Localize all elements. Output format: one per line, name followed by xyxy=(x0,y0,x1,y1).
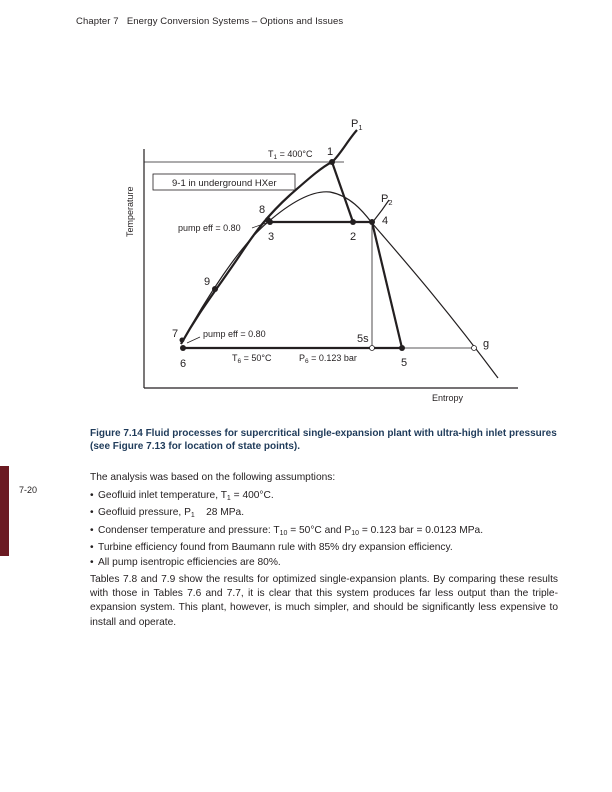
assumptions-list xyxy=(90,489,570,570)
x-axis-label: Entropy xyxy=(432,393,464,403)
figure-caption: Figure 7.14 Fluid processes for supercritical single-expansion plant with ultra-high inlet pressures (see Figure 7.13 for location of state points). xyxy=(90,428,557,452)
state-point-g xyxy=(472,346,477,351)
pump-eff-lower-label: pump eff = 0.80 xyxy=(203,329,266,339)
state-label-6: 6 xyxy=(180,358,187,370)
state-point-2 xyxy=(350,219,356,225)
state-label-7: 7 xyxy=(172,328,179,340)
state-point-4 xyxy=(369,219,375,225)
state-label-3: 3 xyxy=(268,231,275,243)
state-label-9: 9 xyxy=(204,276,211,288)
saturation-dome xyxy=(181,192,498,378)
state-label-5: 5 xyxy=(401,357,408,369)
state-point-8 xyxy=(265,217,271,223)
state-point-7 xyxy=(180,338,185,343)
page-number: 7-20 xyxy=(19,485,38,495)
hxer-box-label: 9-1 in underground HXer xyxy=(172,178,277,189)
list-item: • Condenser temperature and pressure: $T_{10} = 50^\circ C$ and $P_{10} = 0.123$ bar = 0.0123 MPa. xyxy=(90,524,484,537)
state-point-5s xyxy=(370,346,375,351)
pump-eff-upper-label: pump eff = 0.80 xyxy=(178,223,241,233)
t6-label: $T_6 = 50^\circ C$ xyxy=(232,353,272,365)
assumptions-intro: The analysis was based on the following assumptions: xyxy=(90,472,336,483)
state-label-8: 8 xyxy=(259,204,266,216)
list-item: • All pump isentropic efficiencies are 80%. xyxy=(90,556,281,568)
state-label-5s: 5s xyxy=(357,333,369,345)
list-item: • Turbine efficiency found from Baumann rule with 85% dry expansion efficiency. xyxy=(90,542,453,554)
state-label-4: 4 xyxy=(382,215,389,227)
state-label-1: 1 xyxy=(327,146,334,158)
chapter-title: Energy Conversion Systems – Options and Issues xyxy=(126,16,344,27)
t1-label: $T_1 = 400^\circ C$ xyxy=(268,149,313,161)
state-point-1 xyxy=(329,159,335,165)
conclusion-paragraph: Tables 7.8 and 7.9 show the results for optimized single-expansion plants. By comparing these results with those in Tables 7.6 and 7.7, it is clear that this system produces far less output than the triple-expansion system. This plant, however, is much simpler, and should be significantly less expensive to install and operate. xyxy=(90,574,558,628)
state-point-6 xyxy=(180,345,186,351)
pump-eff-lower-pointer xyxy=(187,337,200,343)
expansion-1-2 xyxy=(332,162,353,222)
chapter-label: Chapter 7 xyxy=(76,16,119,27)
p1-label: $P_1$ xyxy=(351,118,363,132)
list-item: • Geofluid inlet temperature, $T_1 = 400^\circ C$. xyxy=(90,490,274,502)
state-point-9 xyxy=(212,286,218,292)
sidebar-color-bar xyxy=(0,466,9,556)
state-point-5 xyxy=(399,345,405,351)
p2-label: $P_2$ xyxy=(381,193,393,207)
list-item: • Geofluid pressure, $P_1$ 28 MPa. xyxy=(90,507,245,520)
p6-label: $P_6 = 0.123$ bar xyxy=(299,353,357,365)
state-label-g: g xyxy=(483,338,490,350)
state-label-2: 2 xyxy=(350,231,357,243)
y-axis-label: Temperature xyxy=(125,186,135,237)
